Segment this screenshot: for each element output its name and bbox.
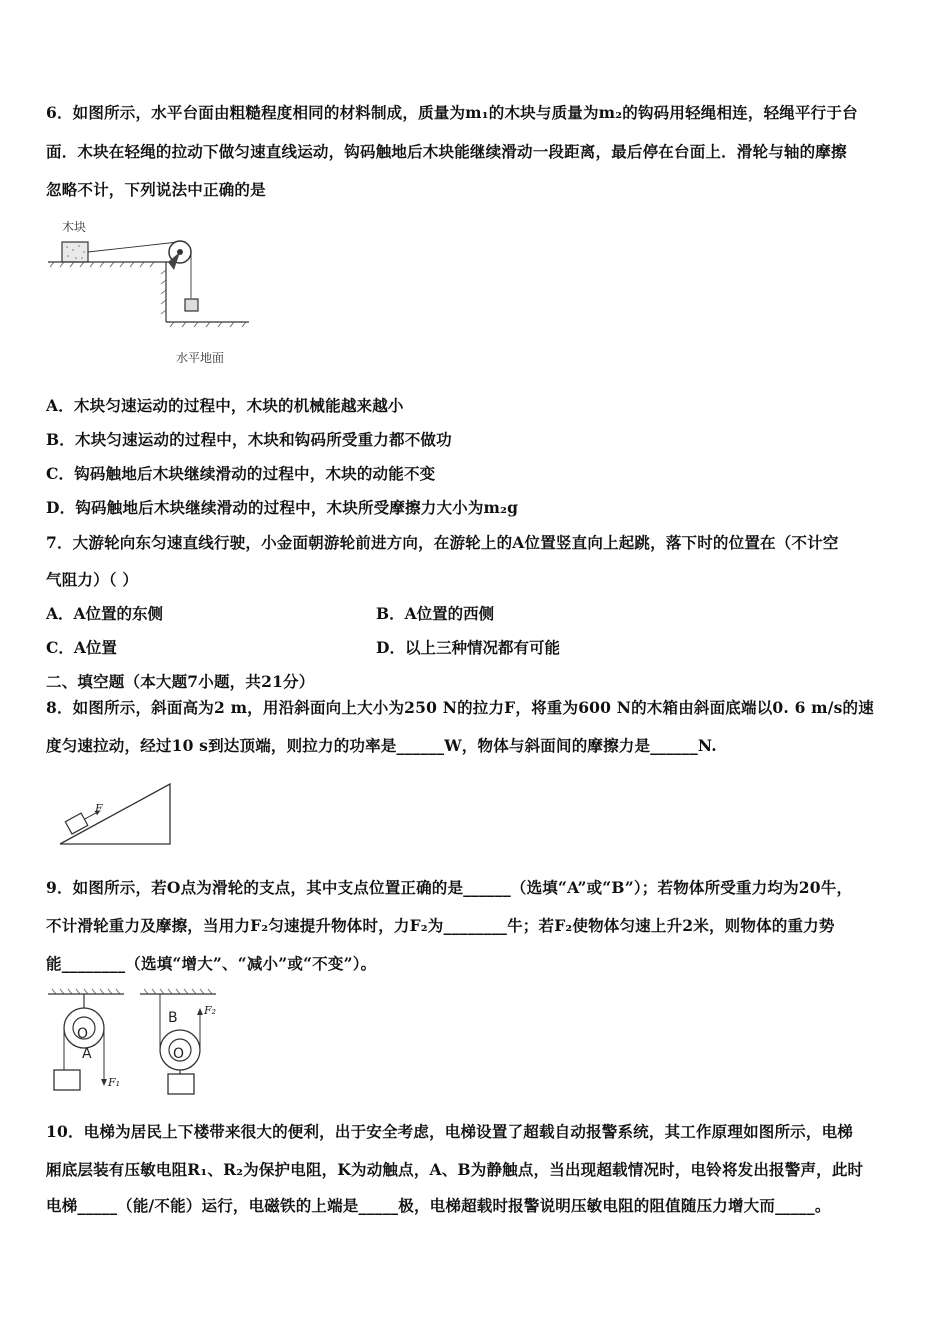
- f2-label: F₂: [204, 1004, 217, 1017]
- fixed-pulley-o-label: O: [77, 1026, 89, 1042]
- q7-option-d: D．以上三种情况都有可能: [376, 638, 560, 657]
- q9-line-2: 不计滑轮重力及摩擦，当用力F₂匀速提升物体时，力F₂为________牛；若F₂使物体匀速上升2米，则物体的重力势: [46, 916, 835, 935]
- q7-line-2: 气阻力）（ ）: [46, 570, 139, 589]
- q6-line-3: 忽略不计，下列说法中正确的是: [46, 180, 266, 199]
- section-2-title: 二、填空题（本大题7小题，共21分）: [46, 672, 315, 691]
- rope-horizontal: [88, 242, 178, 252]
- q9-pulley-figures: [44, 988, 234, 1100]
- q6-fig-ground-label: 水平地面: [176, 351, 225, 365]
- q10-line-3: 电梯_____（能/不能）运行，电磁铁的上端是_____极，电梯超载时报警说明压敏电阻的阻值随压力增大而_____。: [46, 1196, 831, 1215]
- movable-pulley-load: [168, 1074, 194, 1094]
- f1-label: F₁: [108, 1076, 121, 1089]
- q7-line-1: 7．大游轮向东匀速直线行驶，小金面朝游轮前进方向，在游轮上的A位置竖直向上起跳，落下时的位置在（不计空: [46, 533, 839, 552]
- q8-line-1: 8．如图所示，斜面高为2 m，用沿斜面向上大小为250 N的拉力F，将重为600 N的木箱由斜面底端以0. 6 m/s的速: [46, 698, 874, 717]
- incline-triangle: [60, 784, 170, 844]
- q8-line-2: 度匀速拉动，经过10 s到达顶端，则拉力的功率是______W，物体与斜面间的摩擦力是______N.: [46, 736, 717, 755]
- q8-incline-figure: [56, 778, 180, 848]
- movable-pulley-b-label: B: [168, 1010, 178, 1026]
- q9-line-1: 9．如图所示，若O点为滑轮的支点，其中支点位置正确的是______（选填“A”或“B”）；若物体所受重力均为20牛，: [46, 878, 853, 897]
- q6-option-d: D．钩码触地后木块继续滑动的过程中，木块所受摩擦力大小为m₂g: [46, 498, 519, 517]
- q7-option-c: C．A位置: [46, 638, 117, 657]
- hook-weight: [185, 299, 198, 311]
- q6-option-c: C．钩码触地后木块继续滑动的过程中，木块的动能不变: [46, 464, 436, 483]
- q10-line-1: 10．电梯为居民上下楼带来很大的便利，出于安全考虑，电梯设置了超载自动报警系统，其工作原理如图所示，电梯: [46, 1122, 853, 1141]
- fixed-pulley-a-label: A: [82, 1046, 92, 1062]
- q7-option-a: A．A位置的东侧: [46, 604, 164, 623]
- q6-fig-block-label: 木块: [62, 220, 87, 234]
- fixed-pulley-load: [54, 1070, 80, 1090]
- q6-line-2: 面．木块在轻绳的拉动下做匀速直线运动，钩码触地后木块能继续滑动一段距离，最后停在台面上．滑轮与轴的摩擦: [46, 142, 847, 161]
- q7-option-b: B．A位置的西侧: [376, 604, 495, 623]
- q10-line-2: 厢底层装有压敏电阻R₁、R₂为保护电阻，K为动触点，A、B为静触点，当出现超载情况时，电铃将发出报警声，此时: [46, 1160, 864, 1179]
- q8-force-label: F: [95, 802, 103, 815]
- movable-pulley-o-label: O: [173, 1046, 185, 1062]
- q6-option-a: A．木块匀速运动的过程中，木块的机械能越来越小: [46, 396, 404, 415]
- q6-option-b: B．木块匀速运动的过程中，木块和钩码所受重力都不做功: [46, 430, 452, 449]
- q6-line-1: 6．如图所示，水平台面由粗糙程度相同的材料制成，质量为m₁的木块与质量为m₂的钩码用轻绳相连，轻绳平行于台: [46, 103, 858, 122]
- q9-line-3: 能________（选填“增大”、“减小”或“不变”）。: [46, 954, 377, 973]
- q6-pulley-figure: [44, 212, 254, 372]
